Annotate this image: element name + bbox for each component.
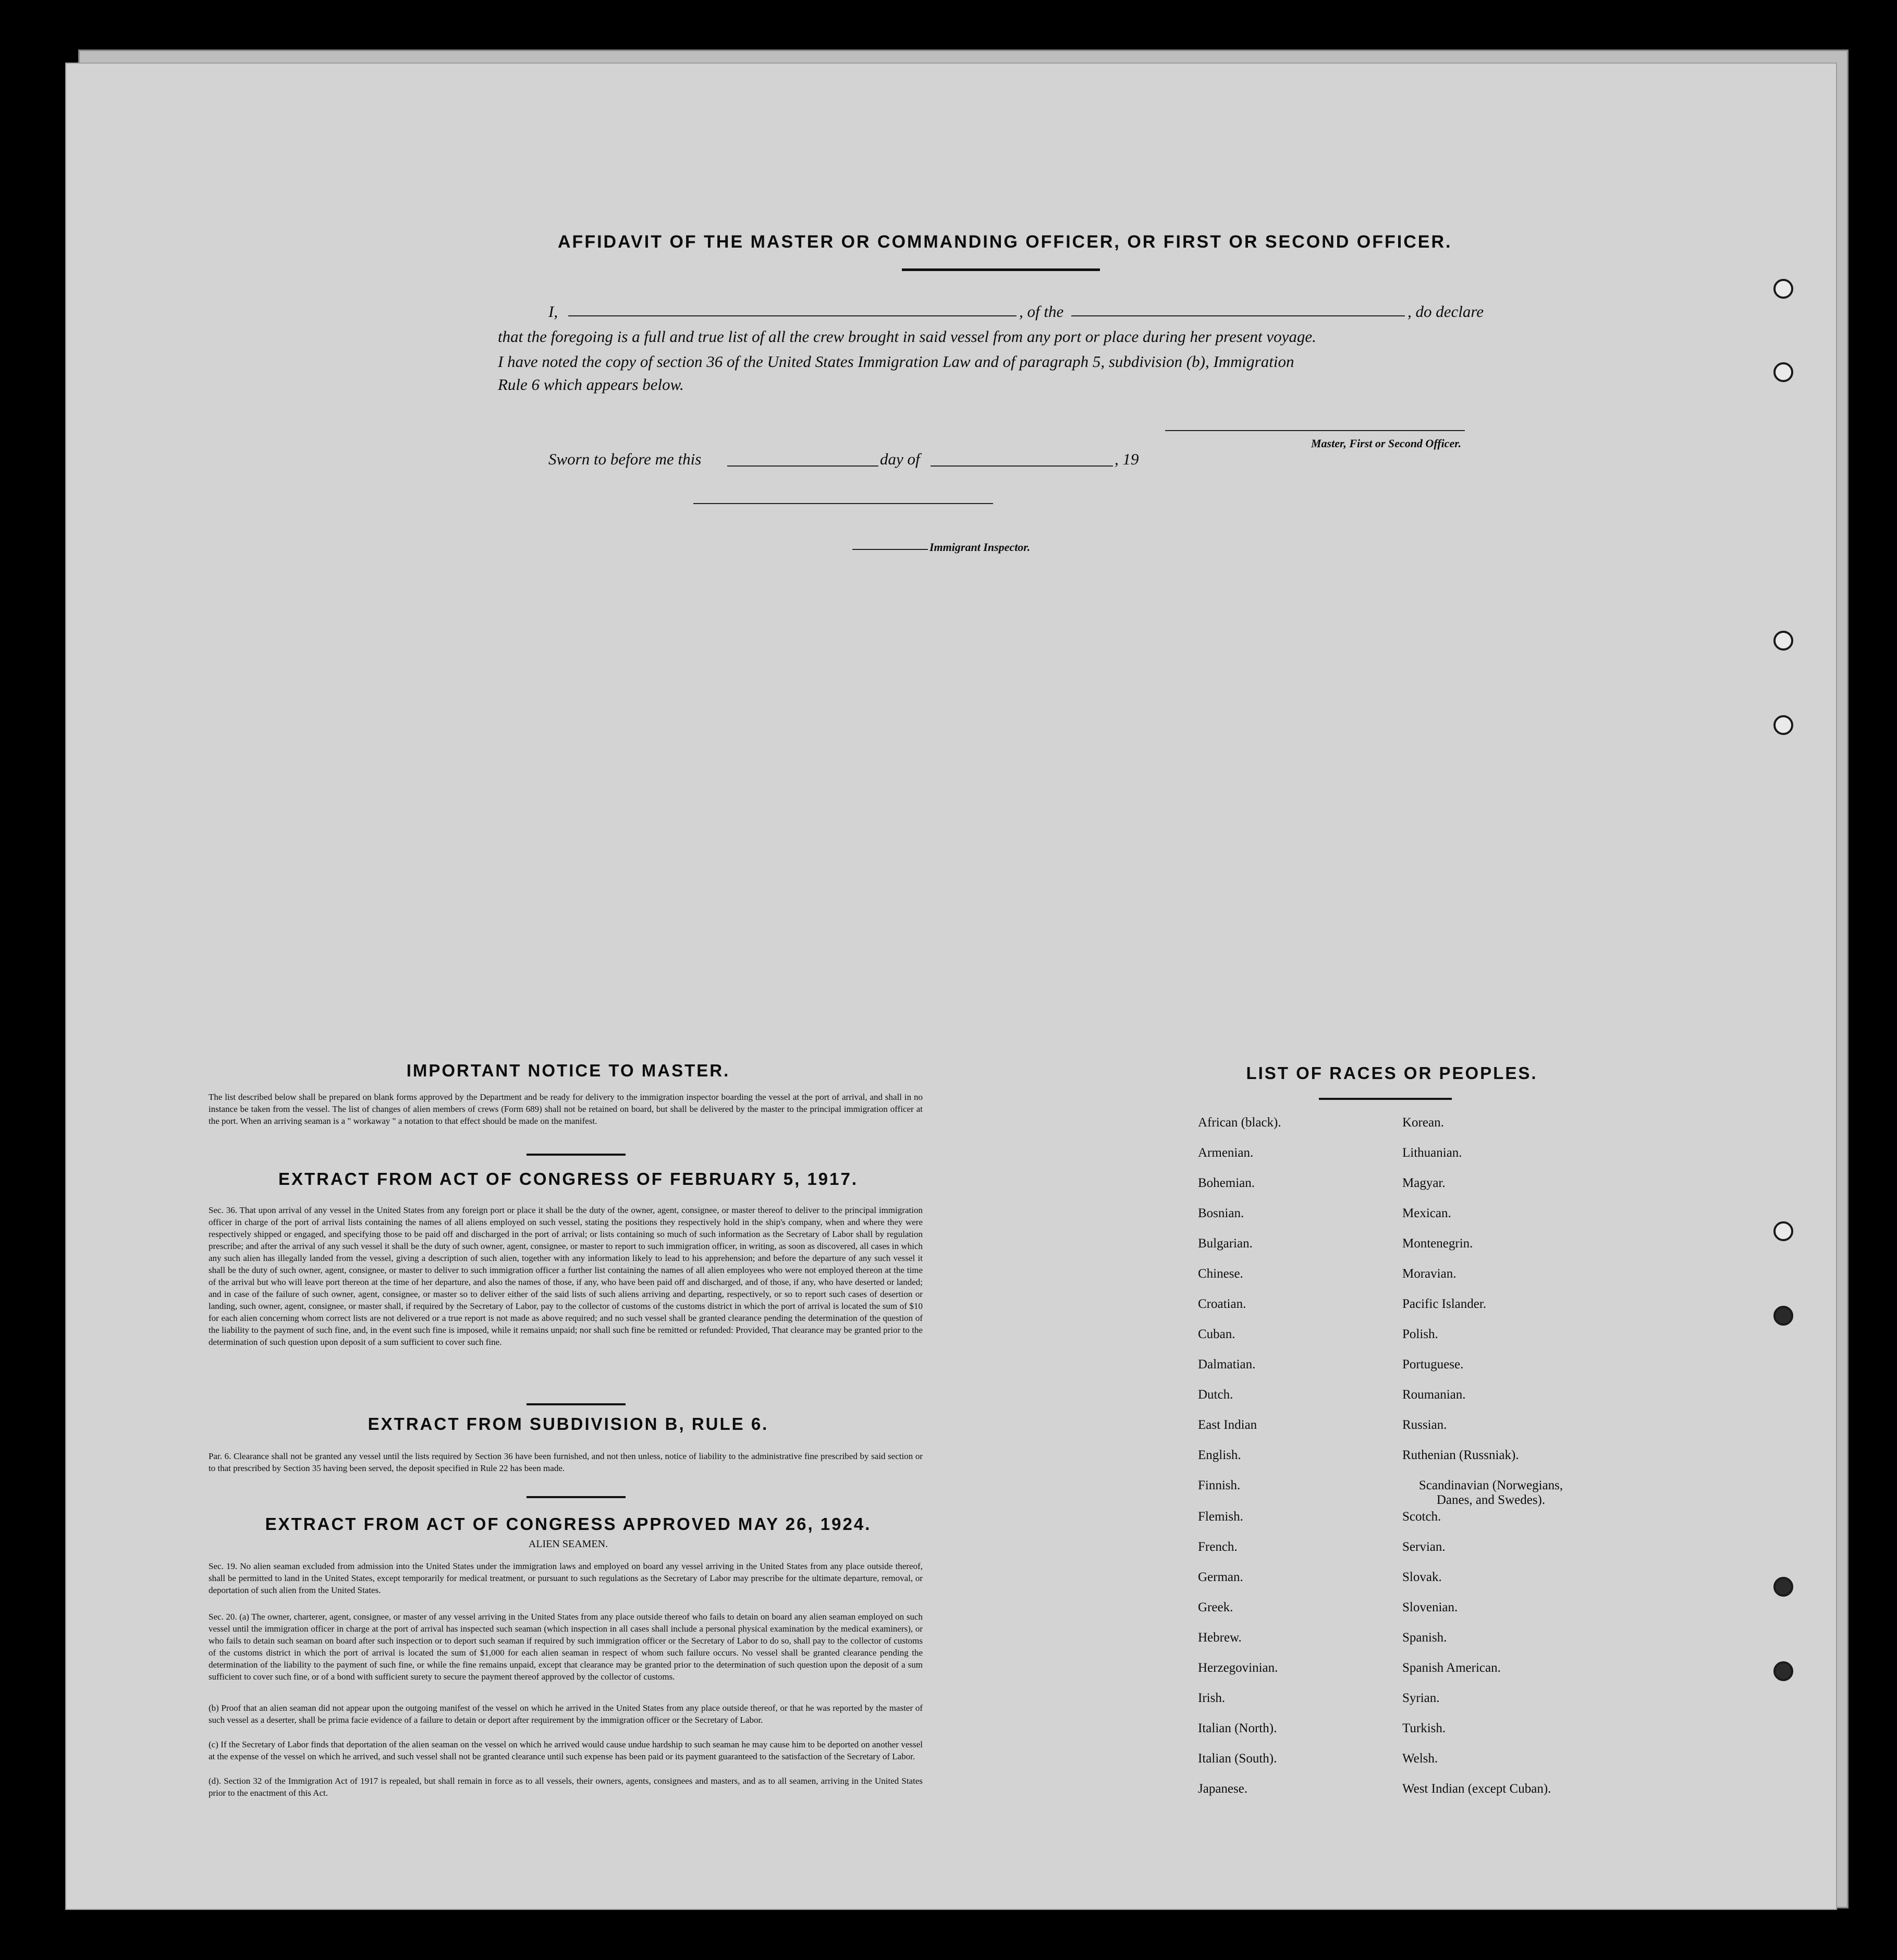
race-item-right: Spanish. [1402, 1631, 1447, 1645]
binder-hole-icon [1773, 1221, 1793, 1241]
race-item-left: Greek. [1198, 1600, 1233, 1614]
master-signature-label: Master, First or Second Officer. [1311, 437, 1462, 450]
race-item-left: Croatian. [1198, 1297, 1246, 1311]
witness-signature-line [693, 503, 993, 504]
notice-title: IMPORTANT NOTICE TO MASTER. [406, 1061, 730, 1080]
notice-text: The list described below shall be prepared on blank forms approved by the Department and be ready for delivery to the immigration inspector boarding the vessel at the port of arrival, and shall in no instance be taken from the vessel. The list of changes of alien members of crews (Form 689) shall not be retained on board, but shall be delivered by the master to the principal immigration officer at the port. When an arriving seaman is a " workaway " a notation to that effect should be made on the manifest. [209, 1092, 923, 1126]
of-the-label: , of the [1019, 302, 1064, 321]
race-item-right: Montenegrin. [1402, 1236, 1473, 1251]
extract-1924-sec20a: Sec. 20. (a) The owner, charterer, agent, consignee, or master of any vessel arriving in the United States from any place outside thereof who fails to detain on board any alien seaman employed on such vessel until the immigration officer in charge at the port of arrival has inspected such seaman (which inspection in all cases shall include a personal physical examination by the medical examiners), or who fails to detain such seaman on board after such inspection or to deport such seaman if required by such immigration officer or the Secretary of Labor to do so, shall pay to the collector of customs of the customs district in which the port of arrival is located the sum of $1,000 for each alien seaman in respect of whom such failure occurs. No vessel shall be granted clearance pending the determination of the liability to the payment of such fine, or while the fine remains unpaid, except that clearance may be granted prior to the determination of such question upon the deposit of a sum sufficient to cover such fine, or of a bond with sufficient surety to secure the payment thereof approved by the collector of customs. [209, 1612, 923, 1682]
race-item-right: West Indian (except Cuban). [1402, 1782, 1551, 1796]
race-item-left: Japanese. [1198, 1782, 1248, 1796]
day-of-label: day of [880, 450, 920, 468]
race-item-left: East Indian [1198, 1418, 1257, 1432]
race-item-right: Scotch. [1402, 1510, 1441, 1524]
section-rule [527, 1154, 626, 1156]
race-item-right: Magyar. [1402, 1176, 1446, 1190]
title-rule [902, 268, 1100, 271]
race-item-right: Russian. [1402, 1418, 1447, 1432]
race-item-right: Scandinavian (Norwegians, Danes, and Swedes). [1418, 1478, 1563, 1507]
name-blank-line [568, 315, 1017, 316]
race-item-right: Portuguese. [1402, 1357, 1464, 1371]
race-item-left: French. [1198, 1540, 1238, 1554]
race-item-right: Roumanian. [1402, 1388, 1466, 1402]
race-item-left: Italian (South). [1198, 1751, 1277, 1766]
race-item-right: Lithuanian. [1402, 1146, 1462, 1160]
race-item-left: Bulgarian. [1198, 1236, 1253, 1251]
race-item-left: Chinese. [1198, 1267, 1243, 1281]
extract-1917-title: EXTRACT FROM ACT OF CONGRESS OF FEBRUARY 5, 1917. [278, 1169, 859, 1189]
race-item-right: Turkish. [1402, 1721, 1446, 1735]
binder-hole-icon [1773, 715, 1793, 735]
month-blank-line [931, 466, 1113, 467]
race-item-left: Irish. [1198, 1691, 1226, 1705]
extract-1924-sec20d: (d). Section 32 of the Immigration Act of 1917 is repealed, but shall remain in force as to all vessels, their owners, agents, consignees and masters, and as to all seamen, arriving in the United States prior to the enactment of this Act. [209, 1776, 923, 1798]
master-signature-line [1165, 430, 1465, 431]
sworn-label: Sworn to before me this [548, 450, 702, 468]
extract-1924-sec20c: (c) If the Secretary of Labor finds that deportation of the alien seaman on the vessel on which he arrived would cause undue hardship to such seaman he may cause him to be deported on another vessel at the expense of the vessel on which he arrived, and such vessel shall not be granted clearance until such expense has been paid or its payment guaranteed to the satisfaction of the Secretary of Labor. [209, 1740, 923, 1761]
race-item-left: Armenian. [1198, 1146, 1254, 1160]
year-label: , 19 [1115, 450, 1139, 468]
race-item-left: Dutch. [1198, 1388, 1233, 1402]
section-rule [527, 1496, 626, 1498]
races-title: LIST OF RACES OR PEOPLES. [1246, 1063, 1538, 1083]
inspector-blank-line [852, 549, 928, 550]
race-item-right: Syrian. [1402, 1691, 1440, 1705]
extract-1924-title: EXTRACT FROM ACT OF CONGRESS APPROVED MAY 26, 1924. [265, 1514, 872, 1534]
race-item-right: Polish. [1402, 1327, 1438, 1341]
race-item-right: Slovak. [1402, 1570, 1442, 1584]
race-item-left: African (black). [1198, 1116, 1281, 1130]
affidavit-body-line4: Rule 6 which appears below. [498, 375, 684, 394]
extract-1924-subtitle: ALIEN SEAMEN. [528, 1538, 608, 1550]
race-item-right: Korean. [1402, 1116, 1444, 1130]
race-item-left: Finnish. [1198, 1478, 1241, 1492]
binder-hole-icon [1773, 1577, 1793, 1597]
binder-hole-icon [1773, 362, 1793, 382]
race-item-left: Cuban. [1198, 1327, 1235, 1341]
do-declare-label: , do declare [1408, 302, 1484, 321]
race-item-right: Pacific Islander. [1402, 1297, 1487, 1311]
race-item-left: Herzegovinian. [1198, 1661, 1278, 1675]
extract-rule6-text: Par. 6. Clearance shall not be granted any vessel until the lists required by Section 36 have been furnished, and not then unless, notice of liability to the administrative fine prescribed by said section or to that prescribed by Section 35 having been served, the deposit specified in Rule 22 has been made. [209, 1451, 923, 1473]
binder-hole-icon [1773, 1306, 1793, 1326]
affidavit-body-line3: I have noted the copy of section 36 of the United States Immigration Law and of paragraph 5, subdivision (b), Immigration [498, 352, 1294, 371]
affidavit-title: AFFIDAVIT OF THE MASTER OR COMMANDING OFFICER, OR FIRST OR SECOND OFFICER. [558, 232, 1452, 252]
race-item-left: English. [1198, 1448, 1241, 1462]
race-item-right: Spanish American. [1402, 1661, 1501, 1675]
day-blank-line [727, 466, 878, 467]
races-rule [1319, 1098, 1452, 1100]
extract-1917-text: Sec. 36. That upon arrival of any vessel in the United States from any foreign port or place it shall be the duty of the owner, agent, consignee, or master thereof to deliver to the principal immigration officer in charge of the port of arrival lists containing the names of all aliens employed on such vessel, stating the positions they respectively hold in the ship's company, when and where they were respectively shipped or engaged, and specifying those to be paid off and discharged in the port of arrival; or lists containing so much of such information as the Secretary of Labor shall by regulation prescribe; and after the arrival of any such vessel it shall be the duty of such owner, agent, consignee, or master to report to such immigration officer, in writing, as soon as discovered, all cases in which any such alien has illegally landed from the vessel, giving a description of such alien, together with any information likely to lead to his apprehension; and before the departure of any such vessel it shall be the duty of such owner, agent, consignee, or master to deliver to such immigration officer a further list containing the names of all alien employees who were not employed thereon at the time of the arrival but who will leave port thereon at the time of her departure, and also the names of those, if any, who have been paid off and discharged, and of those, if any, who have deserted or landed; and in case of the failure of such owner, agent, consignee, or master so to deliver either of the said lists of such aliens arriving and departing, respectively, or so to report such cases of desertion or landing, such owner, agent, consignee, or master shall, if required by the Secretary of Labor, pay to the collector of customs of the customs district in which the port of arrival is located the sum of $10 for each alien concerning whom correct lists are not delivered or a true report is not made as above required; and no such vessel shall be granted clearance pending the determination of the question of the liability to the payment of such fine, and, in the event such fine is imposed, while it remains unpaid; nor shall such fine be remitted or refunded: Provided, That clearance may be granted prior to the determination of such question upon deposit of a sum sufficient to cover such fine. [209, 1205, 923, 1347]
section-rule [527, 1403, 626, 1405]
extract-rule6-title: EXTRACT FROM SUBDIVISION B, RULE 6. [368, 1414, 769, 1434]
race-item-right: Mexican. [1402, 1206, 1451, 1220]
race-item-right: Servian. [1402, 1540, 1446, 1554]
race-item-left: German. [1198, 1570, 1243, 1584]
binder-hole-icon [1773, 279, 1793, 299]
affidavit-i-label: I, [548, 302, 558, 321]
race-item-left: Bohemian. [1198, 1176, 1255, 1190]
extract-1924-sec20b: (b) Proof that an alien seaman did not appear upon the outgoing manifest of the vessel on which he arrived in the United States from any place outside thereof, or that he was reported by the master of such vessel as a deserter, shall be prima facie evidence of a failure to detain or deport after requirement by the immigration officer or the Secretary of Labor. [209, 1703, 923, 1725]
vessel-blank-line [1071, 315, 1405, 316]
race-item-left: Hebrew. [1198, 1631, 1242, 1645]
race-item-left: Dalmatian. [1198, 1357, 1256, 1371]
inspector-label: Immigrant Inspector. [929, 541, 1031, 554]
race-item-left: Bosnian. [1198, 1206, 1244, 1220]
race-item-right: Ruthenian (Russniak). [1402, 1448, 1519, 1462]
extract-1924-sec19: Sec. 19. No alien seaman excluded from admission into the United States under the immigration laws and employed on board any vessel arriving in the United States from any place outside thereof, shall be permitted to land in the United States, except temporarily for medical treatment, or pursuant to such regulations as the Secretary of Labor may prescribe for the ultimate departure, removal, or deportation of such alien from the United States. [209, 1561, 923, 1595]
race-item-right: Welsh. [1402, 1751, 1438, 1766]
race-item-left: Italian (North). [1198, 1721, 1277, 1735]
race-item-right: Moravian. [1402, 1267, 1457, 1281]
binder-hole-icon [1773, 1661, 1793, 1681]
race-item-right: Slovenian. [1402, 1600, 1458, 1614]
binder-hole-icon [1773, 631, 1793, 651]
affidavit-body-line2: that the foregoing is a full and true list of all the crew brought in said vessel from any port or place during her present voyage. [498, 327, 1316, 346]
race-item-left: Flemish. [1198, 1510, 1243, 1524]
